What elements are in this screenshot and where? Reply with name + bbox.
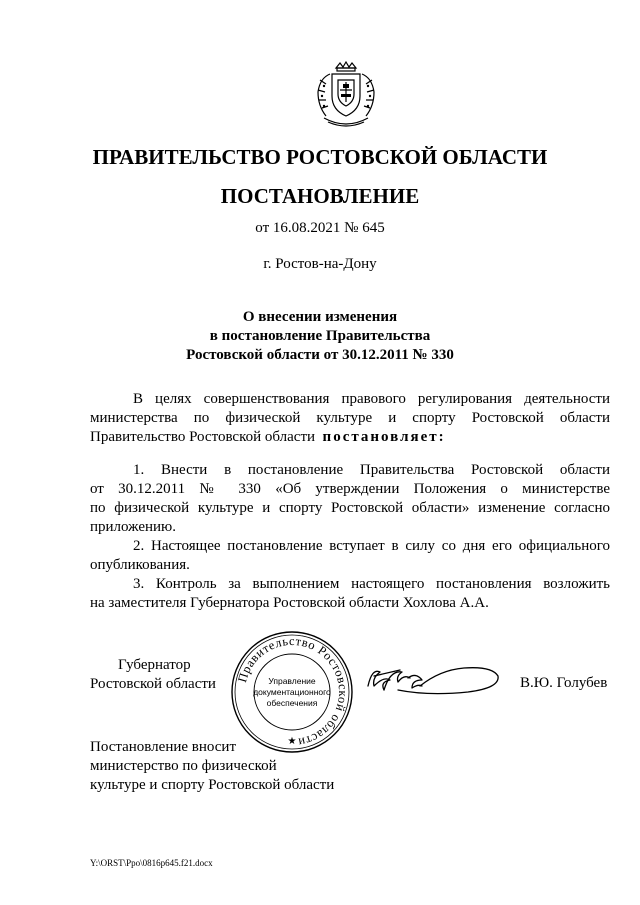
text-line: опубликования. [90,557,190,573]
subject-line: в постановление Правительства [209,328,431,344]
city: г. Ростов-на-Дону [263,256,377,272]
resolution-items [90,461,610,613]
stamp-center-line: документационного [253,687,331,697]
text-line: В целях совершенствования правового регулирования деятельности [133,391,610,407]
stamp-center-line: Управление [268,676,316,686]
signatory-line: Ростовской области [90,676,216,692]
text-line: на заместителя Губернатора Ростовской области Хохлова А.А. [90,595,489,611]
note-line: культуре и спорту Ростовской области [90,777,335,793]
stamp-center-line: обеспечения [266,698,318,708]
subject-heading [0,308,640,365]
stamp-star-icon: ★ [287,736,297,747]
text-line: министерства по физической культуре и спорту Ростовской области [90,410,610,426]
text-line: по физической культуре и спорту Ростовской области» изменение согласно [90,500,610,516]
preamble-paragraph [90,390,610,447]
note-line: Постановление вносит [90,739,237,755]
file-path-footer: Y:\ORST\Ppo\0816p645.f21.docx [90,858,213,868]
document-type: ПОСТАНОВЛЕНИЕ [220,184,420,208]
date-and-number: от 16.08.2021 № 645 [255,220,385,236]
note-line: министерство по физической [90,758,277,774]
resolves-keyword: постановляет: [322,429,446,445]
government-title: ПРАВИТЕЛЬСТВО РОСТОВСКОЙ ОБЛАСТИ [92,145,548,169]
text-line [90,428,610,447]
subject-line: Ростовской области от 30.12.2011 № 330 [186,347,454,363]
signatory-position [90,656,216,694]
preamble-subject: Правительство Ростовской области [90,429,316,445]
text-line: 3. Контроль за выполнением настоящего постановления возложить [133,576,610,592]
text-line: от 30.12.2011 № 330 «Об утверждении Положения о министерстве [90,481,610,497]
signatory-name: В.Ю. Голубев [520,675,608,691]
handwritten-signature [362,656,502,702]
stamp-ring-text: Правительство Ростовской области [235,633,351,750]
text-line: приложению. [90,519,177,535]
subject-line: О внесении изменения [242,309,398,325]
submitted-by-note [90,738,334,795]
official-stamp [228,628,356,756]
coat-of-arms-emblem [310,60,382,132]
text-line: 2. Настоящее постановление вступает в силу со дня его официального [133,538,610,554]
signatory-line: Губернатор [118,657,191,673]
text-line: 1. Внести в постановление Правительства Ростовской области [133,462,610,478]
